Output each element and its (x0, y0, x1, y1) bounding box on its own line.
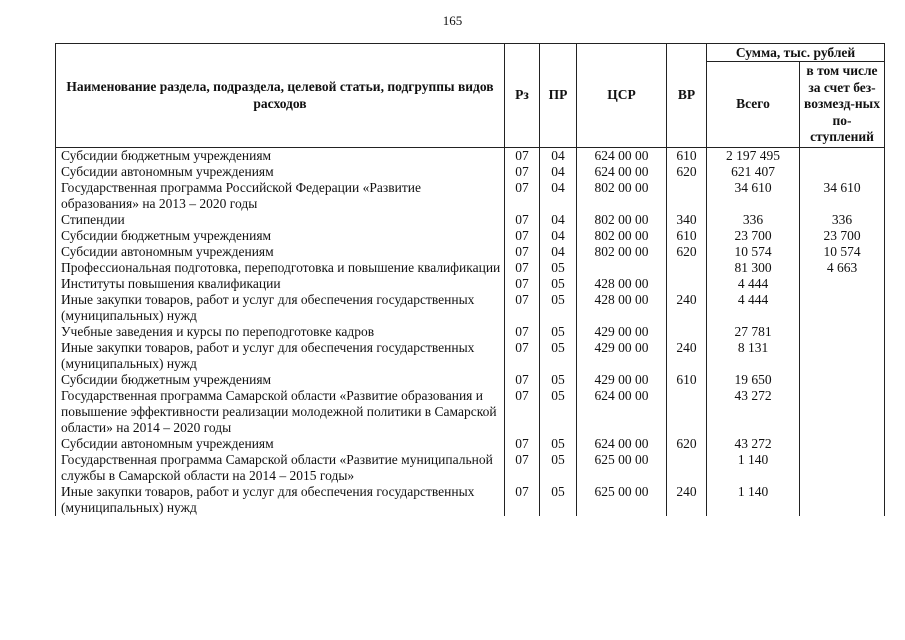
row-free (800, 340, 885, 372)
row-csr: 802 00 00 (577, 212, 667, 228)
row-free (800, 276, 885, 292)
header-sum-group: Сумма, тыс. рублей (707, 44, 885, 62)
row-rz: 07 (505, 276, 540, 292)
row-pr: 04 (540, 244, 577, 260)
row-rz: 07 (505, 164, 540, 180)
row-total: 19 650 (707, 372, 800, 388)
row-rz: 07 (505, 372, 540, 388)
row-csr: 624 00 00 (577, 436, 667, 452)
table-row (56, 260, 885, 276)
table-row (56, 340, 885, 372)
row-vr: 610 (667, 228, 707, 244)
row-vr: 240 (667, 484, 707, 516)
row-pr: 04 (540, 164, 577, 180)
table-row (56, 292, 885, 324)
row-name: Стипендии (56, 212, 505, 228)
row-vr: 610 (667, 147, 707, 164)
table-row (56, 164, 885, 180)
row-name: Субсидии автономным учреждениям (56, 436, 505, 452)
row-rz: 07 (505, 388, 540, 436)
row-vr (667, 324, 707, 340)
table-row (56, 276, 885, 292)
row-name: Учебные заведения и курсы по переподготовке кадров (56, 324, 505, 340)
row-pr: 04 (540, 180, 577, 212)
row-free: 336 (800, 212, 885, 228)
row-name: Государственная программа Российской Федерации «Развитие образования» на 2013 – 2020 годы (56, 180, 505, 212)
row-rz: 07 (505, 436, 540, 452)
header-pr: ПР (540, 44, 577, 148)
header-total: Всего (707, 62, 800, 148)
row-total: 1 140 (707, 452, 800, 484)
row-vr (667, 180, 707, 212)
row-pr: 05 (540, 436, 577, 452)
row-rz: 07 (505, 180, 540, 212)
row-free: 23 700 (800, 228, 885, 244)
table-row (56, 180, 885, 212)
row-total: 2 197 495 (707, 147, 800, 164)
row-name: Субсидии бюджетным учреждениям (56, 372, 505, 388)
row-pr: 05 (540, 324, 577, 340)
table-row (56, 372, 885, 388)
table-row (56, 212, 885, 228)
row-free (800, 436, 885, 452)
row-name: Субсидии автономным учреждениям (56, 164, 505, 180)
row-rz: 07 (505, 324, 540, 340)
row-free (800, 324, 885, 340)
table-row (56, 388, 885, 436)
table-row (56, 324, 885, 340)
row-free (800, 372, 885, 388)
row-pr: 05 (540, 292, 577, 324)
row-pr: 05 (540, 452, 577, 484)
row-total: 336 (707, 212, 800, 228)
row-name: Иные закупки товаров, работ и услуг для обеспечения государственных (муниципальных) нужд (56, 340, 505, 372)
row-total: 621 407 (707, 164, 800, 180)
table-row (56, 228, 885, 244)
row-csr: 624 00 00 (577, 388, 667, 436)
row-total: 4 444 (707, 292, 800, 324)
row-vr: 610 (667, 372, 707, 388)
row-name: Иные закупки товаров, работ и услуг для обеспечения государственных (муниципальных) нужд (56, 292, 505, 324)
row-rz: 07 (505, 212, 540, 228)
row-pr: 05 (540, 372, 577, 388)
row-vr: 620 (667, 164, 707, 180)
header-csr: ЦСР (577, 44, 667, 148)
row-pr: 04 (540, 228, 577, 244)
row-total: 81 300 (707, 260, 800, 276)
row-name: Субсидии автономным учреждениям (56, 244, 505, 260)
row-total: 4 444 (707, 276, 800, 292)
row-vr: 240 (667, 340, 707, 372)
row-csr: 428 00 00 (577, 276, 667, 292)
row-name: Профессиональная подготовка, переподготовка и повышение квалификации (56, 260, 505, 276)
row-rz: 07 (505, 484, 540, 516)
row-vr (667, 452, 707, 484)
row-rz: 07 (505, 260, 540, 276)
row-pr: 05 (540, 276, 577, 292)
row-vr: 620 (667, 244, 707, 260)
row-free: 10 574 (800, 244, 885, 260)
page-number: 165 (442, 13, 463, 28)
row-name: Институты повышения квалификации (56, 276, 505, 292)
table-row (56, 244, 885, 260)
row-csr: 802 00 00 (577, 244, 667, 260)
row-csr: 625 00 00 (577, 484, 667, 516)
row-pr: 04 (540, 147, 577, 164)
row-free (800, 388, 885, 436)
row-vr: 240 (667, 292, 707, 324)
row-total: 23 700 (707, 228, 800, 244)
row-total: 34 610 (707, 180, 800, 212)
row-pr: 04 (540, 212, 577, 228)
row-csr: 624 00 00 (577, 164, 667, 180)
row-free (800, 164, 885, 180)
row-name: Субсидии бюджетным учреждениям (56, 147, 505, 164)
row-free (800, 484, 885, 516)
row-name: Субсидии бюджетным учреждениям (56, 228, 505, 244)
header-rz: Рз (505, 44, 540, 148)
budget-table (55, 43, 885, 516)
row-free (800, 292, 885, 324)
row-total: 43 272 (707, 388, 800, 436)
row-csr: 429 00 00 (577, 324, 667, 340)
row-total: 8 131 (707, 340, 800, 372)
row-pr: 05 (540, 260, 577, 276)
row-rz: 07 (505, 228, 540, 244)
header-name: Наименование раздела, подраздела, целевой статьи, подгруппы видов расходов (56, 44, 505, 148)
row-free: 4 663 (800, 260, 885, 276)
row-total: 43 272 (707, 436, 800, 452)
row-name: Государственная программа Самарской области «Развитие муниципальной службы в Самарской области на 2014 – 2015 годы» (56, 452, 505, 484)
row-csr: 625 00 00 (577, 452, 667, 484)
row-csr: 802 00 00 (577, 228, 667, 244)
table-row (56, 484, 885, 516)
row-csr: 624 00 00 (577, 147, 667, 164)
row-rz: 07 (505, 147, 540, 164)
row-total: 1 140 (707, 484, 800, 516)
row-vr (667, 388, 707, 436)
row-free (800, 452, 885, 484)
header-free: в том числе за счет без-возмезд-ных по-ступлений (800, 62, 885, 148)
row-pr: 05 (540, 388, 577, 436)
table-body (56, 147, 885, 516)
row-rz: 07 (505, 292, 540, 324)
row-free (800, 147, 885, 164)
row-csr (577, 260, 667, 276)
row-csr: 429 00 00 (577, 372, 667, 388)
row-vr: 340 (667, 212, 707, 228)
row-csr: 802 00 00 (577, 180, 667, 212)
row-total: 27 781 (707, 324, 800, 340)
row-pr: 05 (540, 340, 577, 372)
row-total: 10 574 (707, 244, 800, 260)
table-row (56, 452, 885, 484)
row-vr (667, 260, 707, 276)
header-vr: ВР (667, 44, 707, 148)
row-vr (667, 276, 707, 292)
row-name: Государственная программа Самарской области «Развитие образования и повышение эффективности реализации молодежной политики в Самарской области» на 2014 – 2020 годы (56, 388, 505, 436)
table-row (56, 147, 885, 164)
table-row (56, 436, 885, 452)
row-csr: 429 00 00 (577, 340, 667, 372)
row-csr: 428 00 00 (577, 292, 667, 324)
row-vr: 620 (667, 436, 707, 452)
row-rz: 07 (505, 244, 540, 260)
row-pr: 05 (540, 484, 577, 516)
row-rz: 07 (505, 452, 540, 484)
row-rz: 07 (505, 340, 540, 372)
row-name: Иные закупки товаров, работ и услуг для обеспечения государственных (муниципальных) нужд (56, 484, 505, 516)
row-free: 34 610 (800, 180, 885, 212)
